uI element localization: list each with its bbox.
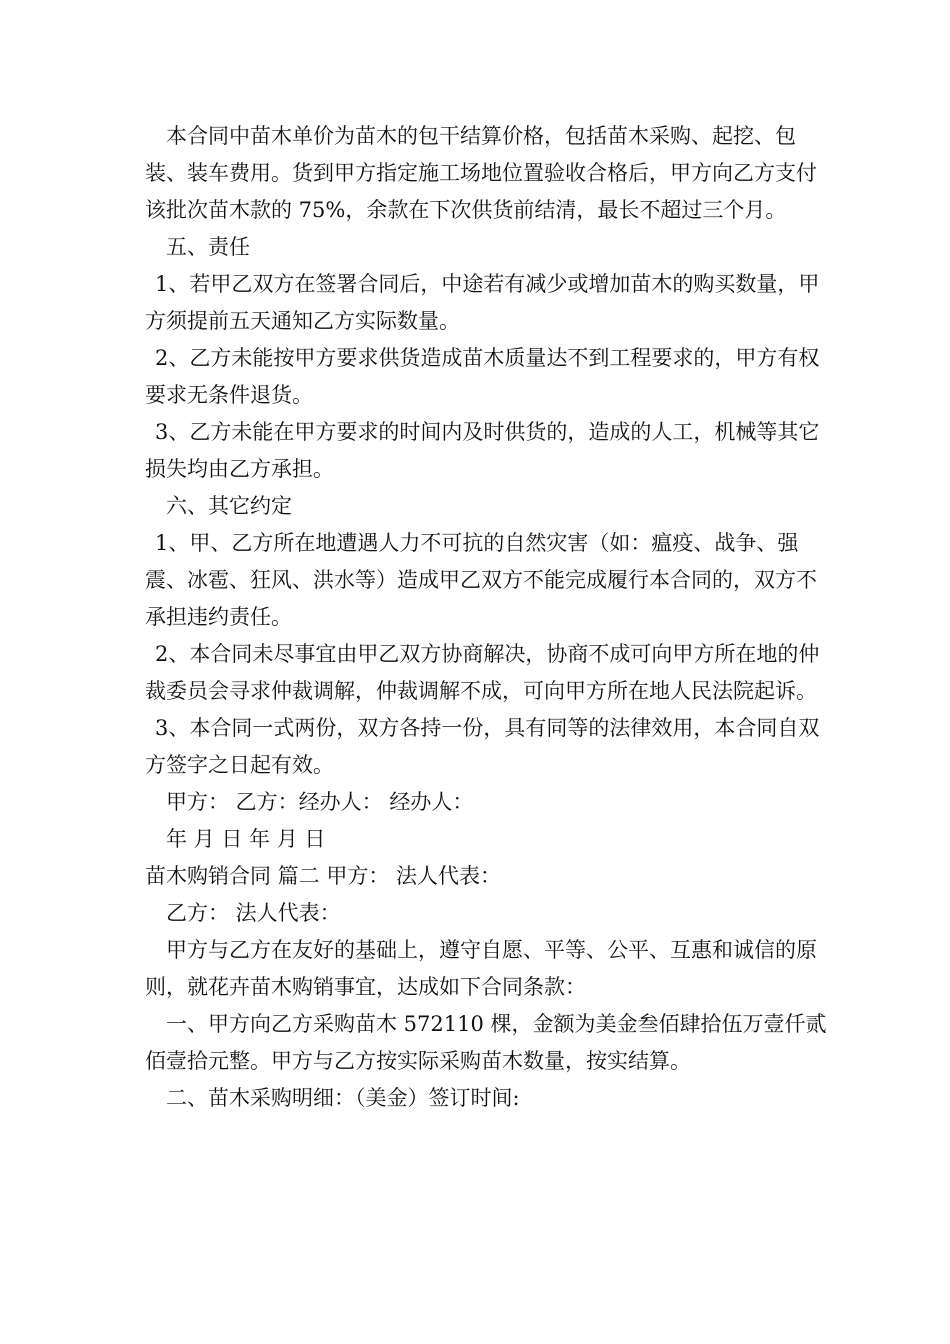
heading-section-five: 五、责任 [166, 235, 250, 259]
contract-two-header: 苗木购销合同 篇二 甲方： 法人代表： [145, 864, 502, 888]
paragraph-other-1: 1、甲、乙方所在地遭遇人力不可抗的自然灾害（如：瘟疫、战争、强震、冰雹、狂风、洪水等）造成甲乙双方不能完成履行本合同的，双方不承担违约责任。 [145, 531, 817, 629]
paragraph-liability-2: 2、乙方未能按甲方要求供货造成苗木质量达不到工程要求的，甲方有权要求无条件退货。 [145, 346, 820, 407]
paragraph-other-2: 2、本合同未尽事宜由甲乙双方协商解决，协商不成可向甲方所在地的仲裁委员会寻求仲裁调解，仲裁调解不成，可向甲方所在地人民法院起诉。 [145, 642, 820, 703]
date-line: 年 月 日 年 月 日 [166, 827, 326, 851]
paragraph-price-terms: 本合同中苗木单价为苗木的包干结算价格，包括苗木采购、起挖、包装、装车费用。货到甲方指定施工场地位置验收合格后，甲方向乙方支付该批次苗木款的 75%，余款在下次供货前结清，最长不超过三个月。 [145, 124, 817, 222]
signature-line: 甲方： 乙方：经办人： 经办人： [166, 790, 474, 814]
paragraph-liability-1: 1、若甲乙双方在签署合同后，中途若有减少或增加苗木的购买数量，甲方须提前五天通知乙方实际数量。 [145, 272, 820, 333]
paragraph-clause-one: 一、甲方向乙方采购苗木 572110 棵，金额为美金叁佰肆拾伍万壹仟贰佰壹拾元整。甲方与乙方按实际采购苗木数量，按实结算。 [145, 1012, 827, 1073]
paragraph-preamble: 甲方与乙方在友好的基础上，遵守自愿、平等、公平、互惠和诚信的原则，就花卉苗木购销事宜，达成如下合同条款： [145, 938, 817, 999]
party-b-line: 乙方： 法人代表： [166, 901, 341, 925]
paragraph-liability-3: 3、乙方未能在甲方要求的时间内及时供货的，造成的人工，机械等其它损失均由乙方承担。 [145, 420, 820, 481]
document-body [145, 118, 835, 1117]
paragraph-clause-two: 二、苗木采购明细：（美金）签订时间: [166, 1086, 520, 1110]
heading-section-six: 六、其它约定 [166, 494, 292, 518]
paragraph-other-3: 3、本合同一式两份，双方各持一份，具有同等的法律效用，本合同自双方签字之日起有效。 [145, 716, 820, 777]
